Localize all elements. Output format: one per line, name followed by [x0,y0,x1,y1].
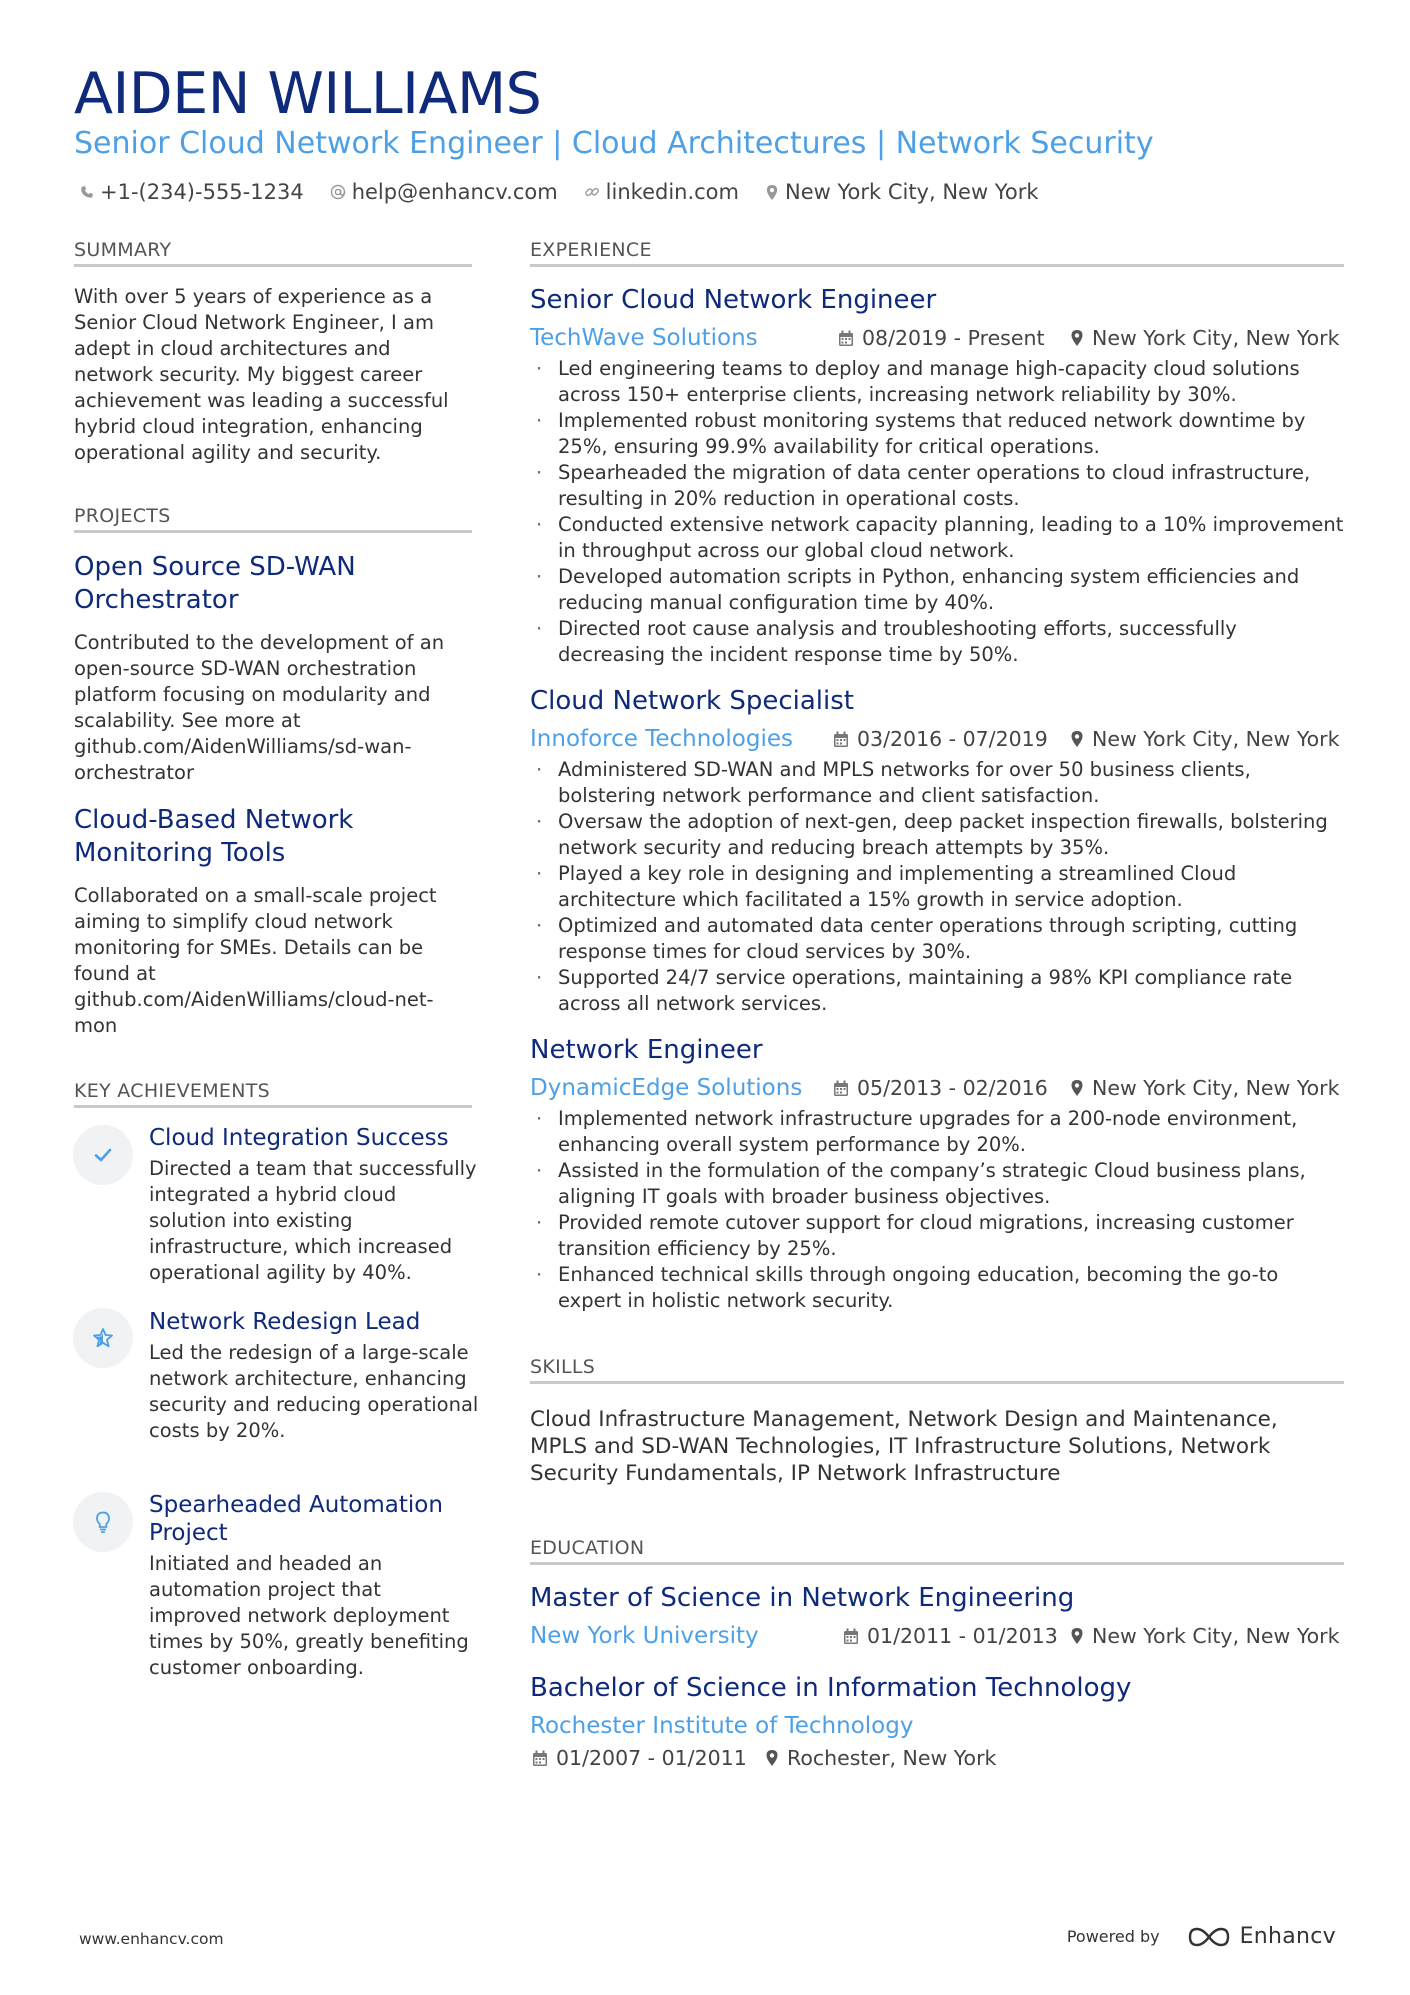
link-icon [584,184,600,200]
school-name: Rochester Institute of Technology [530,1713,914,1739]
bullet-item: · Spearheaded the migration of data center operations to cloud infrastructure, resulting in 20% reduction in operational costs. [530,460,1344,512]
location-text: New York City, New York [784,180,1039,204]
degree-title: Bachelor of Science in Information Technology [530,1673,1132,1703]
job-location [1070,324,1339,352]
summary-text: With over 5 years of experience as a Senior Cloud Network Engineer, I am adept in cloud architectures and network security. My biggest career achievement was leading a successful hybrid cloud integration, enhancing operational agility and security. [74,285,449,464]
experience-divider [530,264,1344,267]
calendar-icon [532,1750,548,1767]
phone-text: +1-(234)-555-1234 [100,180,304,204]
bullet-item: · Oversaw the adoption of next-gen, deep packet inspection firewalls, bolstering network security and reducing breach attempts by 35%. [530,809,1344,861]
contact-email[interactable] [330,180,558,204]
skills-text: Cloud Infrastructure Management, Network Design and Maintenance, MPLS and SD-WAN Technologies, IT Infrastructure Solutions, Network Security Fundamentals, IP Network Infrastructure [530,1407,1278,1486]
education-dates [532,1744,747,1772]
date-range: 01/2007 - 01/2011 [556,1746,747,1770]
lightbulb-icon [73,1492,133,1552]
school-name: New York University [530,1623,759,1649]
job-title: Cloud Network Specialist [530,686,854,716]
job-bullets [530,757,1344,1017]
bullet-item: · Conducted extensive network capacity planning, leading to a 10% improvement in throughput across our global cloud network. [530,512,1344,564]
bullet-item: · Directed root cause analysis and troubleshooting efforts, successfully decreasing the incident response time by 50%. [530,616,1344,668]
map-pin-icon [765,184,779,201]
calendar-icon [838,330,854,347]
achievement-description: Directed a team that successfully integrated a hybrid cloud solution into existing infrastructure, which increased operational agility by 40%. [149,1157,477,1284]
job-dates [833,725,1048,753]
email-text: help@enhancv.com [351,180,558,204]
calendar-icon [843,1628,859,1645]
education-location [765,1744,996,1772]
date-range: 05/2013 - 02/2016 [857,1076,1048,1100]
education-location [1070,1622,1339,1650]
brand-name: Enhancv [1239,1924,1336,1949]
contact-linkedin[interactable] [584,180,739,204]
location-text: New York City, New York [1092,727,1340,751]
bullet-item: · Played a key role in designing and implementing a streamlined Cloud architecture which facilitated a 15% growth in service adoption. [530,861,1344,913]
education-heading: EDUCATION [530,1537,645,1559]
job-location [1070,725,1339,753]
bullet-item: · Enhanced technical skills through ongoing education, becoming the go-to expert in holistic network security. [530,1262,1344,1314]
contact-bar [80,178,1065,206]
education-divider [530,1562,1344,1565]
bullet-item: · Implemented robust monitoring systems that reduced network downtime by 25%, ensuring 99.9% availability for critical operations. [530,408,1344,460]
education-dates [843,1622,1058,1650]
star-icon [73,1308,133,1368]
company-name: Innoforce Technologies [530,726,793,752]
company-name: TechWave Solutions [530,325,758,351]
location-text: New York City, New York [1092,326,1340,350]
date-range: 03/2016 - 07/2019 [857,727,1048,751]
check-icon [73,1125,133,1185]
job-title: Senior Cloud Network Engineer [530,285,937,315]
footer-website[interactable]: www.enhancv.com [79,1930,224,1948]
bullet-item: · Implemented network infrastructure upgrades for a 200-node environment, enhancing overall system performance by 20%. [530,1106,1344,1158]
bullet-item: · Assisted in the formulation of the company’s strategic Cloud business plans, aligning IT goals with broader business objectives. [530,1158,1344,1210]
bullet-item: · Developed automation scripts in Python, enhancing system efficiencies and reducing manual configuration time by 40%. [530,564,1344,616]
location-text: New York City, New York [1092,1624,1340,1648]
summary-heading: SUMMARY [74,239,172,261]
powered-by-label: Powered by [1066,1927,1160,1946]
contact-phone[interactable] [80,180,304,204]
location-text: New York City, New York [1092,1076,1340,1100]
map-pin-icon [1070,1079,1084,1097]
date-range: 01/2011 - 01/2013 [867,1624,1058,1648]
map-pin-icon [1070,329,1084,347]
map-pin-icon [1070,730,1084,748]
job-location [1070,1074,1339,1102]
project-description: Contributed to the development of an open-source SD-WAN orchestration platform focusing on modularity and scalability. See more at github.com/AidenWilliams/sd-wan-orchestrator [74,631,445,784]
calendar-icon [833,1080,849,1097]
job-dates [833,1074,1048,1102]
enhancv-logo-icon [1186,1925,1232,1949]
skills-heading: SKILLS [530,1356,596,1378]
linkedin-text: linkedin.com [605,180,739,204]
bullet-item: · Supported 24/7 service operations, maintaining a 98% KPI compliance rate across all network services. [530,965,1344,1017]
degree-title: Master of Science in Network Engineering [530,1583,1075,1613]
job-dates [838,324,1045,352]
date-range: 08/2019 - Present [862,326,1045,350]
project-description: Collaborated on a small-scale project aiming to simplify cloud network monitoring for SMEs. Details can be found at github.com/AidenWilliams/cloud-net-mon [74,884,437,1037]
projects-divider [74,530,472,533]
location-text: Rochester, New York [787,1746,997,1770]
projects-heading: PROJECTS [74,505,171,527]
candidate-name: AIDEN WILLIAMS [74,61,542,127]
footer-branding [1067,1924,1336,1949]
bullet-item: · Administered SD-WAN and MPLS networks for over 50 business clients, bolstering network performance and client satisfaction. [530,757,1344,809]
achievement-description: Led the redesign of a large-scale network architecture, enhancing security and reducing operational costs by 20%. [149,1341,479,1442]
achievement-title: Network Redesign Lead [149,1309,421,1335]
project-title: Cloud-Based Network Monitoring Tools [74,805,354,868]
job-title: Network Engineer [530,1035,763,1065]
achievements-divider [74,1105,472,1108]
company-name: DynamicEdge Solutions [530,1075,803,1101]
job-bullets [530,1106,1344,1314]
at-icon [330,184,346,200]
achievement-title: Cloud Integration Success [149,1125,449,1151]
project-title: Open Source SD-WAN Orchestrator [74,552,356,615]
achievement-title: Spearheaded Automation Project [149,1492,443,1546]
enhancv-logo[interactable] [1186,1924,1336,1949]
map-pin-icon [1070,1627,1084,1645]
summary-divider [74,264,472,267]
contact-location [765,180,1039,204]
phone-icon [80,185,94,199]
map-pin-icon [765,1749,779,1767]
achievement-description: Initiated and headed an automation project that improved network deployment times by 50%, greatly benefiting customer onboarding. [149,1552,469,1679]
skills-divider [530,1381,1344,1384]
job-bullets [530,356,1344,668]
achievements-heading: KEY ACHIEVEMENTS [74,1080,271,1102]
bullet-item: · Led engineering teams to deploy and manage high-capacity cloud solutions across 150+ enterprise clients, increasing network reliability by 30%. [530,356,1344,408]
candidate-headline: Senior Cloud Network Engineer | Cloud Architectures | Network Security [74,126,1154,161]
bullet-item: · Provided remote cutover support for cloud migrations, increasing customer transition efficiency by 25%. [530,1210,1344,1262]
bullet-item: · Optimized and automated data center operations through scripting, cutting response times for cloud services by 30%. [530,913,1344,965]
experience-heading: EXPERIENCE [530,239,652,261]
calendar-icon [833,731,849,748]
